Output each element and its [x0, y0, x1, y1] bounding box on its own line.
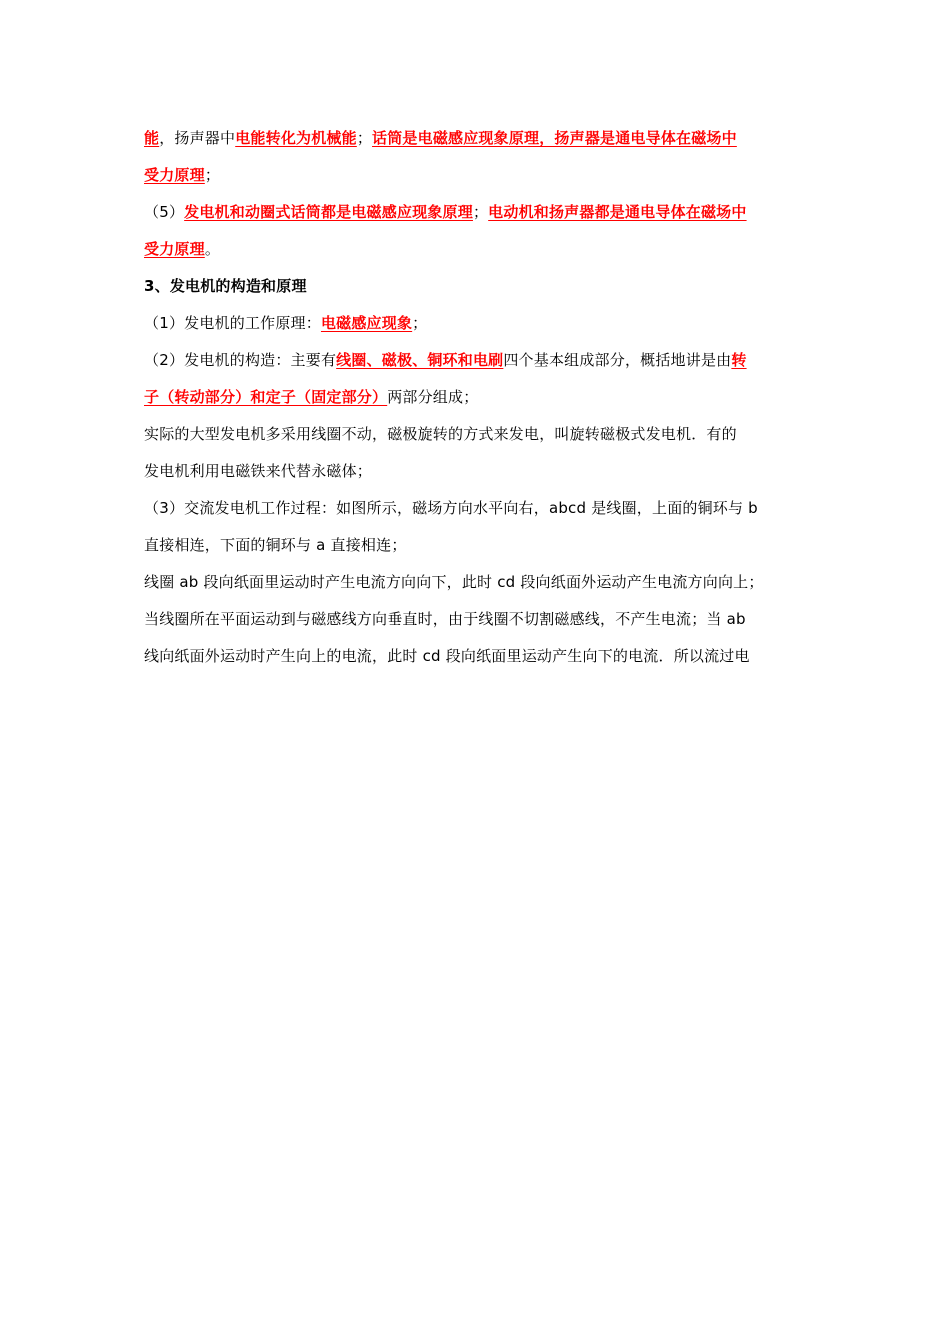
highlighted-text: 电磁感应现象 [320, 314, 413, 332]
text-segment: 3、发电机的构造和原理 [144, 277, 307, 295]
text-segment: 。 [204, 240, 221, 258]
paragraph-line [144, 120, 808, 157]
text-segment: ，扬声器中 [159, 129, 236, 147]
paragraph-line [144, 379, 808, 416]
text-segment: 直接相连，下面的铜环与 a 直接相连； [144, 536, 407, 554]
highlighted-text: 电动机和扬声器都是通电导体在磁场中 [488, 203, 747, 221]
text-segment: （2）发电机的构造：主要有 [144, 351, 337, 369]
paragraph-line [144, 453, 808, 490]
paragraph-line [144, 342, 808, 379]
text-segment: ； [356, 129, 373, 147]
paragraph-line [144, 601, 808, 638]
highlighted-text: 能 [144, 129, 160, 147]
text-segment: 发电机利用电磁铁来代替永磁体； [144, 462, 373, 480]
paragraph-line [144, 490, 808, 527]
text-segment: 当线圈所在平面运动到与磁感线方向垂直时，由于线圈不切割磁感线，不产生电流；当 ab [144, 610, 746, 628]
text-segment: 线向纸面外运动时产生向上的电流，此时 cd 段向纸面里运动产生向下的电流．所以流过电 [144, 647, 750, 665]
highlighted-text: 发电机和动圈式话筒都是电磁感应现象原理 [184, 203, 473, 221]
text-segment: （3）交流发电机工作过程：如图所示，磁场方向水平向右，abcd 是线圈，上面的铜环与 b [144, 499, 758, 517]
text-segment: 四个基本组成部分，概括地讲是由 [503, 351, 732, 369]
text-segment: 线圈 ab 段向纸面里运动时产生电流方向向下，此时 cd 段向纸面外运动产生电流方向向上； [144, 573, 764, 591]
text-segment: ； [412, 314, 428, 332]
paragraph-line [144, 305, 808, 342]
paragraph-line [144, 231, 808, 268]
document-page [144, 120, 808, 675]
text-segment: 两部分组成； [387, 388, 479, 406]
highlighted-text: 话筒是电磁感应现象原理，扬声器是通电导体在磁场中 [372, 129, 737, 147]
paragraph-line [144, 157, 808, 194]
text-segment: （5） [144, 203, 185, 221]
highlighted-text: 电能转化为机械能 [235, 129, 357, 147]
text-segment: （1）发电机的工作原理： [144, 314, 321, 332]
text-segment: 实际的大型发电机多采用线圈不动，磁极旋转的方式来发电，叫旋转磁极式发电机．有的 [144, 425, 737, 443]
text-segment: ； [204, 166, 221, 184]
paragraph-line [144, 416, 808, 453]
highlighted-text: 受力原理 [144, 166, 205, 184]
paragraph-line [144, 638, 808, 675]
highlighted-text: 转 [731, 351, 747, 369]
paragraph-line [144, 527, 808, 564]
highlighted-text: 子（转动部分）和定子（固定部分） [144, 388, 388, 406]
highlighted-text: 受力原理 [144, 240, 205, 258]
paragraph-line [144, 564, 808, 601]
highlighted-text: 线圈、磁极、铜环和电刷 [336, 351, 504, 369]
text-segment: ； [472, 203, 489, 221]
section-heading [144, 268, 808, 305]
paragraph-line [144, 194, 808, 231]
